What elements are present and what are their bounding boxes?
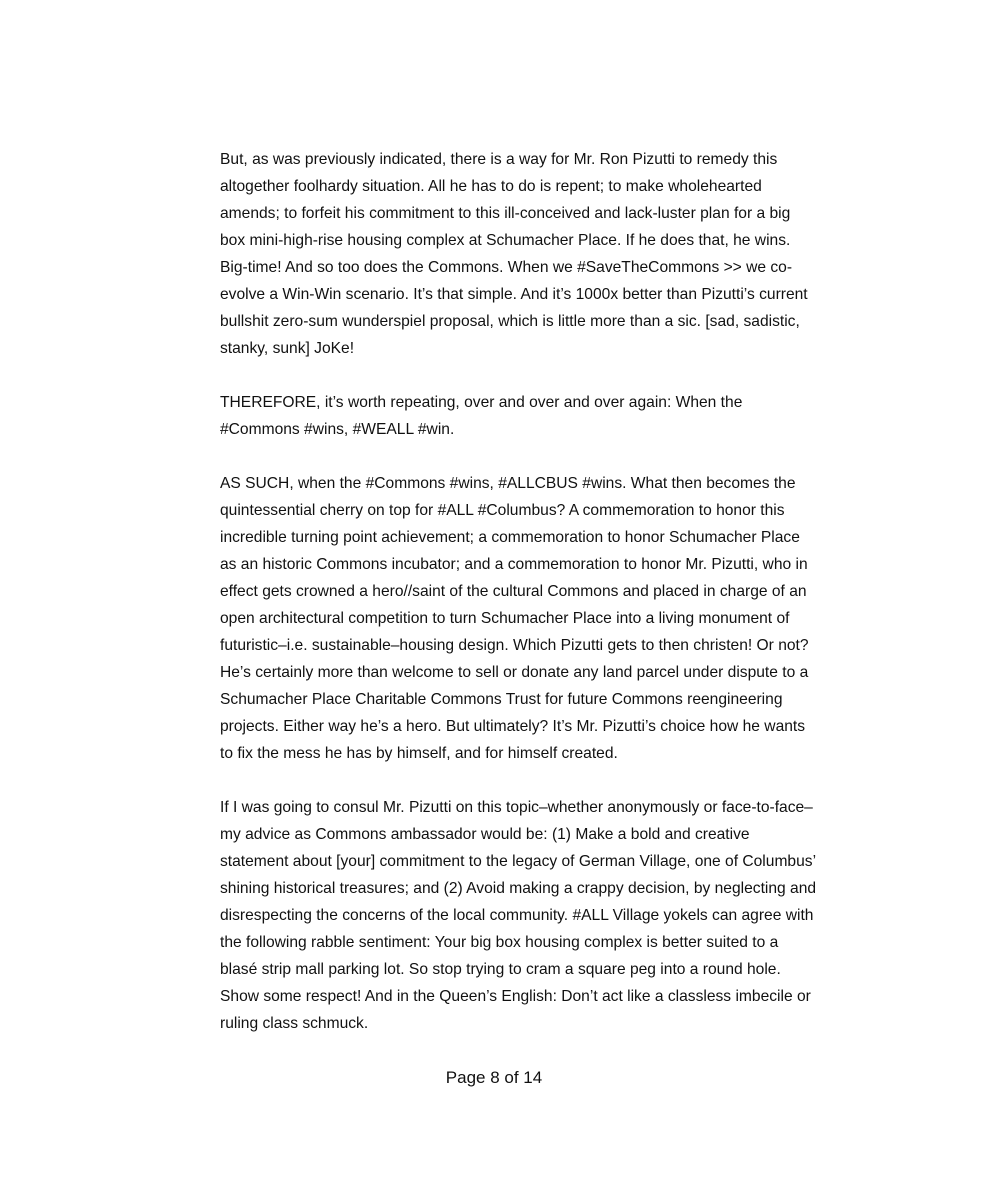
paragraph-as-such: AS SUCH, when the #Commons #wins, #ALLCBUS #wins. What then becomes the quintessential cherry on top for #ALL #Columbus? A commemoration to honor this incredible turning point achievement; a commemoration to honor Schumacher Place as an historic Commons incubator; and a commemoration to honor Mr. Pizutti, who in effect gets crowned a hero//saint of the cultural Commons and placed in charge of an open architectural competition to turn Schumacher Place into a living monument of futuristic–i.e. sustainable–housing design. Which Pizutti gets to then christen! Or not? He’s certainly more than welcome to sell or donate any land parcel under dispute to a Schumacher Place Charitable Commons Trust for future Commons reengineering projects. Either way he’s a hero. But ultimately? It’s Mr. Pizutti’s choice how he wants to fix the mess he has by himself, and for himself created. [220, 475, 809, 762]
page-number: Page 8 of 14 [445, 1068, 543, 1087]
paragraph-advice: If I was going to consul Mr. Pizutti on this topic–whether anonymously or face-to-face–my advice as Commons ambassador would be: (1) Make a bold and creative statement about [your] commitment to the legacy of German Village, one of Columbus’ shining historical treasures; and (2) Avoid making a crappy decision, by neglecting and disrespecting the concerns of the local community. #ALL Village yokels can agree with the following rabble sentiment: Your big box housing complex is better suited to a blasé strip mall parking lot. So stop trying to cram a square peg into a round hole. Show some respect! And in the Queen’s English: Don’t act like a classless imbecile or ruling class schmuck. [220, 799, 817, 1032]
paragraph-repent: But, as was previously indicated, there is a way for Mr. Ron Pizutti to remedy this altogether foolhardy situation. All he has to do is repent; to make wholehearted amends; to forfeit his commitment to this ill-conceived and lack-luster plan for a big box mini-high-rise housing complex at Schumacher Place. If he does that, he wins. Big-time! And so too does the Commons. When we #SaveTheCommons >> we co-evolve a Win-Win scenario. It’s that simple. And it’s 1000x better than Pizutti’s current bullshit zero-sum wunderspiel proposal, which is little more than a sic. [sad, sadistic, stanky, sunk] JoKe! [220, 151, 808, 357]
body-text [220, 146, 818, 1064]
paragraph-therefore: THEREFORE, it’s worth repeating, over and over and over again: When the #Commons #wins, #WEALL #win. [220, 394, 743, 438]
